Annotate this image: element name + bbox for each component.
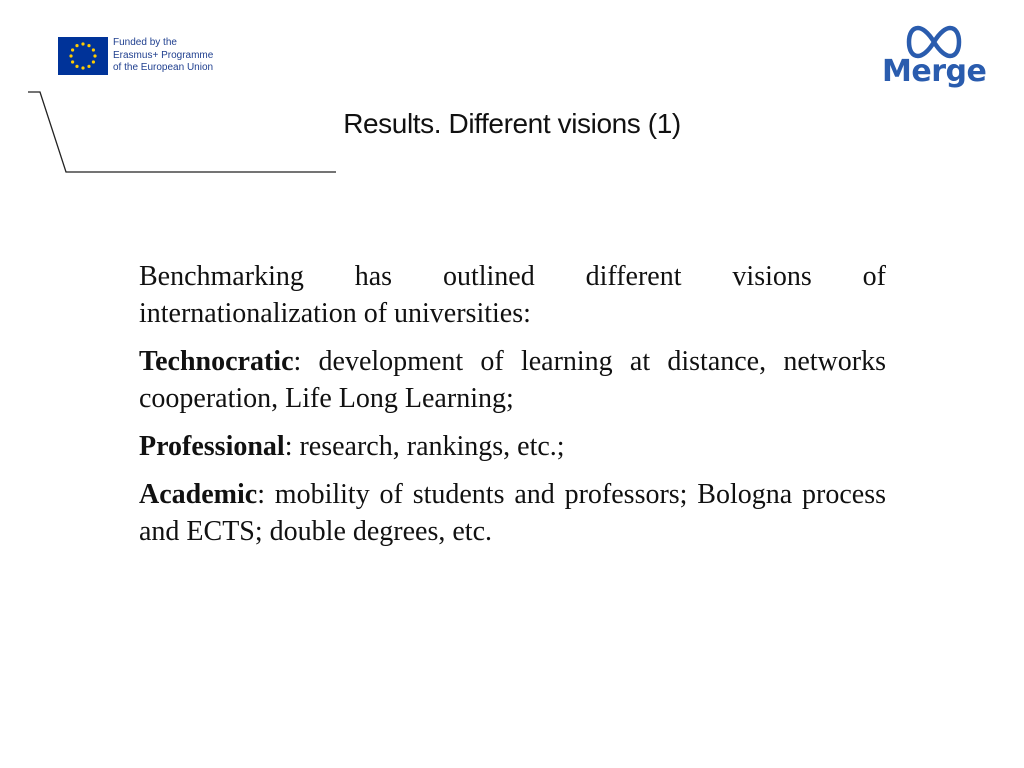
eu-funding-badge — [58, 37, 213, 75]
eu-flag-icon — [58, 37, 108, 75]
decorative-corner-line — [0, 0, 360, 190]
slide-body — [139, 258, 886, 561]
item-description: : research, rankings, etc.; — [284, 431, 565, 462]
eu-badge-text — [113, 37, 213, 75]
item-description: : development of learning at distance, networks cooperation, Life Long Learning; — [139, 346, 886, 414]
item-term: Academic — [139, 479, 258, 510]
slide-title: Results. Different visions (1) — [343, 108, 681, 139]
intro-paragraph: Benchmarking has outlined different visions of internationalization of universities: — [139, 261, 886, 329]
item-term: Professional — [139, 431, 285, 462]
merge-wordmark: Merge — [882, 54, 987, 89]
item-term: Technocratic — [139, 346, 294, 377]
merge-logo — [882, 24, 986, 100]
list-item-professional — [139, 428, 886, 465]
item-description: : mobility of students and professors; Bologna process and ECTS; double degrees, etc. — [139, 479, 886, 547]
eu-badge-line-1: Funded by the — [113, 37, 177, 49]
eu-badge-line-3: of the European Union — [113, 62, 214, 74]
eu-badge-line-2: Erasmus+ Programme — [113, 49, 214, 61]
list-item-technocratic — [139, 343, 886, 417]
list-item-academic — [139, 476, 886, 550]
